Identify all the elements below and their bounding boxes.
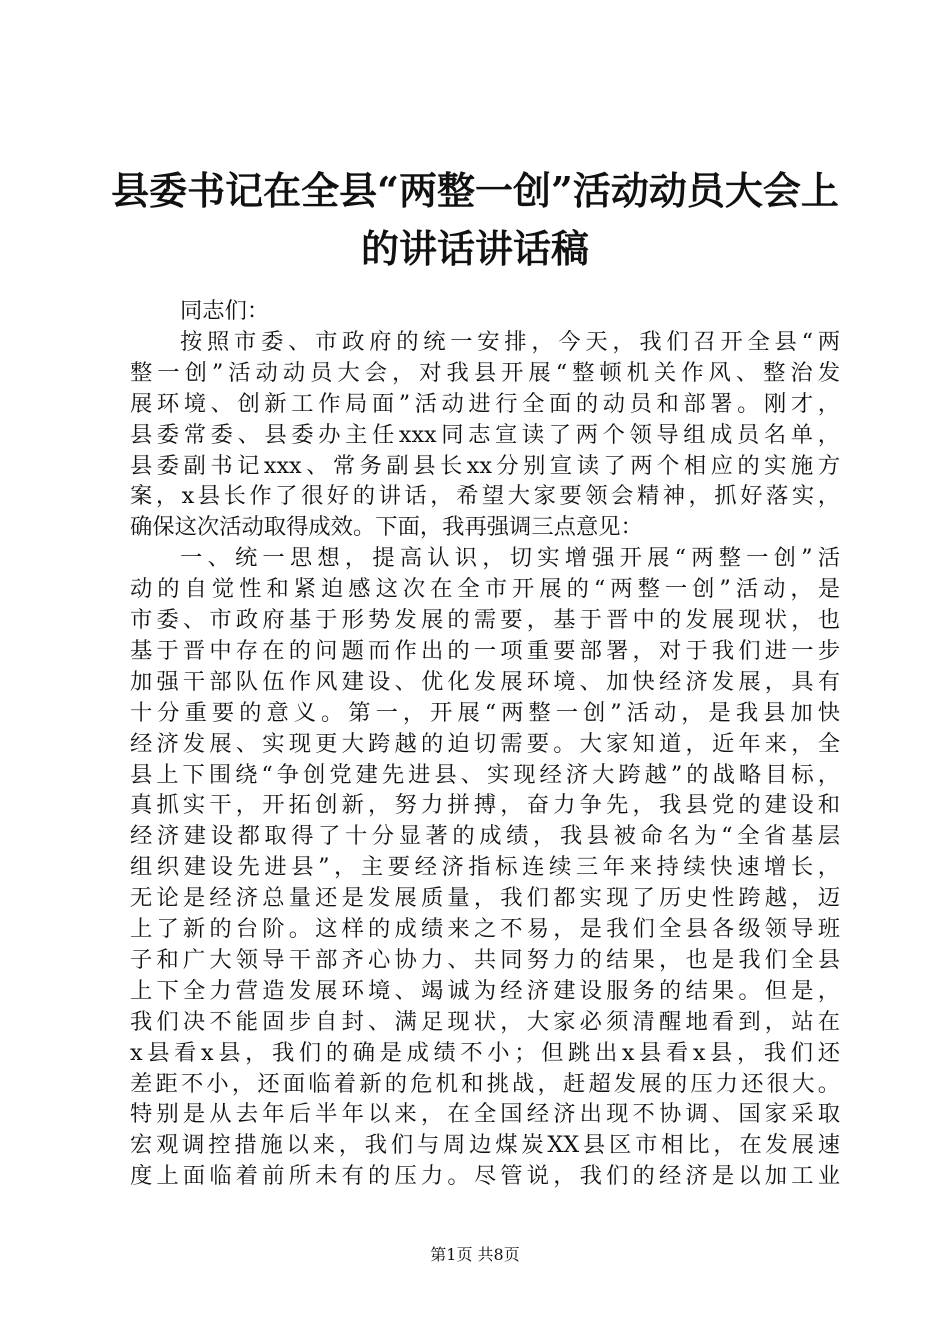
document-title-line-1: 县委书记在全县“两整一创”活动动员大会上 — [111, 168, 839, 213]
paragraph-line: 一、统一思想，提高认识，切实增强开展“两整一创”活 — [180, 545, 840, 571]
paragraph-line: 经济发展、实现更大跨越的迫切需要。大家知道，近年来，全 — [130, 731, 840, 757]
paragraph-line: 我们决不能固步自封、满足现状，大家必须清醒地看到，站在 — [130, 1009, 840, 1035]
paragraph-line: 十分重要的意义。第一，开展“两整一创”活动，是我县加快 — [130, 700, 840, 726]
paragraph-line: 基于晋中存在的问题而作出的一项重要部署，对于我们进一步 — [130, 638, 840, 664]
paragraph-line: 上了新的台阶。这样的成绩来之不易，是我们全县各级领导班 — [130, 916, 840, 942]
paragraph-line: 加强干部队伍作风建设、优化发展环境、加快经济发展，具有 — [130, 669, 840, 695]
paragraph-line: 案，x县长作了很好的讲话，希望大家要领会精神，抓好落实， — [130, 483, 840, 509]
paragraph-line: 县上下围绕“争创党建先进县、实现经济大跨越”的战略目标， — [130, 762, 840, 788]
paragraph-line: 按照市委、市政府的统一安排，今天，我们召开全县“两 — [180, 329, 840, 355]
paragraph-line: 展环境、创新工作局面”活动进行全面的动员和部署。刚才， — [130, 391, 840, 417]
paragraph-line: x县看x县，我们的确是成绩不小；但跳出x县看x县，我们还 — [130, 1040, 840, 1066]
paragraph-line: 经济建设都取得了十分显著的成绩，我县被命名为“全省基层 — [130, 823, 840, 849]
paragraph-line: 子和广大领导干部齐心协力、共同努力的结果，也是我们全县 — [130, 947, 840, 973]
paragraph-line: 县委常委、县委办主任xxx同志宣读了两个领导组成员名单， — [130, 422, 840, 448]
paragraph-line: 宏观调控措施以来，我们与周边煤炭XX县区市相比，在发展速 — [130, 1132, 840, 1158]
paragraph-line: 无论是经济总量还是发展质量，我们都实现了历史性跨越，迈 — [130, 885, 840, 911]
paragraph-line: 特别是从去年后半年以来，在全国经济出现不协调、国家采取 — [130, 1101, 840, 1127]
paragraph-line: 市委、市政府基于形势发展的需要，基于晋中的发展现状，也 — [130, 607, 840, 633]
paragraph-line: 整一创”活动动员大会，对我县开展“整顿机关作风、整治发 — [130, 360, 840, 386]
salutation: 同志们： — [180, 298, 270, 324]
paragraph-line: 动的自觉性和紧迫感这次在全市开展的“两整一创”活动，是 — [130, 576, 840, 602]
paragraph-line: 组织建设先进县”，主要经济指标连续三年来持续快速增长， — [130, 854, 840, 880]
paragraph-line: 差距不小，还面临着新的危机和挑战，赶超发展的压力还很大。 — [130, 1071, 840, 1097]
paragraph-line: 真抓实干，开拓创新，努力拼搏，奋力争先，我县党的建设和 — [130, 792, 840, 818]
page-footer: 第1页 共8页 — [430, 1245, 520, 1264]
document-title-line-2: 的讲话讲话稿 — [360, 226, 589, 271]
paragraph-line-overflow: 度上面临着前所未有的压力。尽管说，我们的经济是以加工业 — [130, 1163, 840, 1189]
paragraph-line: 确保这次活动取得成效。下面，我再强调三点意见： — [130, 514, 643, 540]
paragraph-line: 县委副书记xxx、常务副县长xx分别宣读了两个相应的实施方 — [130, 453, 840, 479]
paragraph-line: 上下全力营造发展环境、竭诚为经济建设服务的结果。但是， — [130, 978, 840, 1004]
